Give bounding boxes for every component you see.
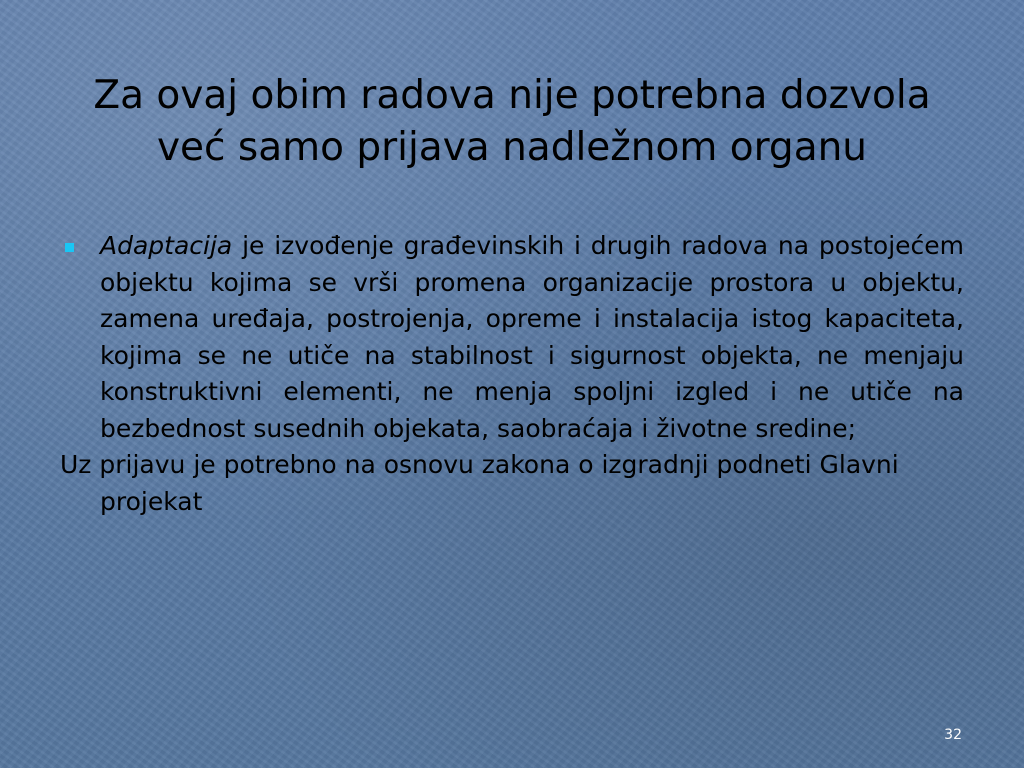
bullet-item [60, 228, 964, 447]
slide-content [60, 228, 964, 520]
page-number: 32 [944, 727, 962, 743]
title-line-1: Za ovaj obim radova nije potrebna dozvola [93, 73, 931, 118]
body-paragraph: Uz prijavu je potrebno na osnovu zakona o izgradnji podneti Glavni projekat [60, 450, 899, 516]
title-line-2: već samo prijava nadležnom organu [156, 125, 868, 170]
bullet-text: je izvođenje građevinskih i drugih radova na postojećem objektu kojima se vrši promena organizacije prostora u objektu, zamena uređaja, postrojenja, opreme i instalacija istog kapaciteta, kojima se ne utiče na stabilnost i sigurnost objekta, ne menjaju konstruktivni elementi, ne menja spoljni izgled i ne utiče na bezbednost susednih objekata, saobraćaja i životne sredine; [100, 231, 964, 443]
bullet-term: Adaptacija [100, 231, 233, 260]
slide-title [60, 70, 964, 174]
square-bullet-icon [65, 243, 74, 252]
